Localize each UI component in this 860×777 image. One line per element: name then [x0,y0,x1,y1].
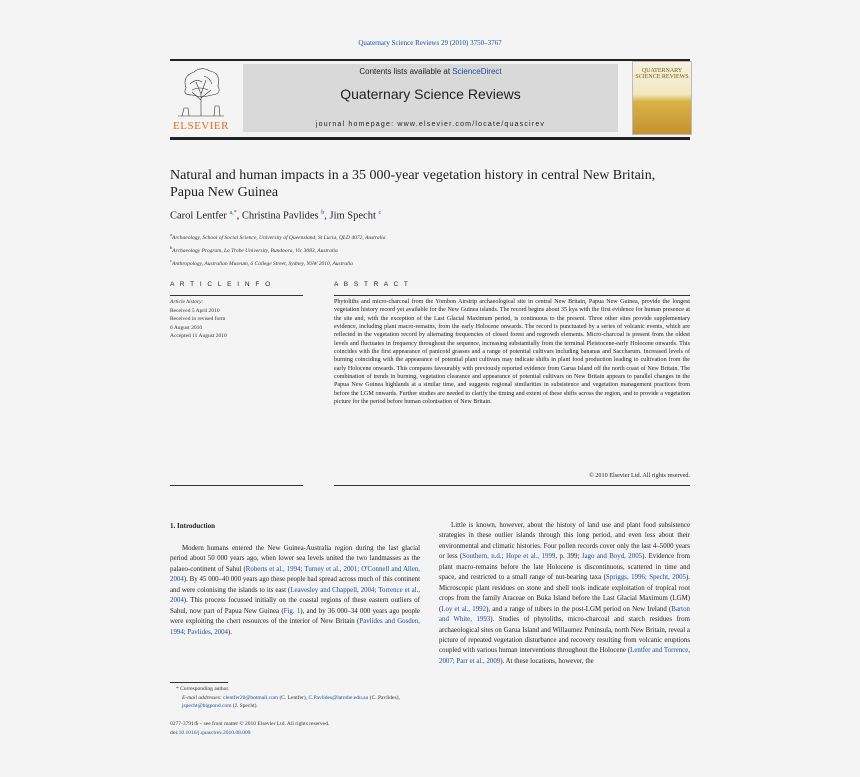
journal-homepage[interactable]: journal homepage: www.elsevier.com/locate/quascirev [315,121,546,128]
email-link[interactable]: clentfer20@hotmail.com [223,694,279,701]
journal-title: Quaternary Science Reviews [340,86,521,102]
reference-link[interactable]: Spriggs, 1996; Specht, 2005 [605,574,686,582]
email-link[interactable]: C.Pavlides@latrobe.edu.au [308,694,369,701]
footnote-rule [170,682,228,683]
front-matter-line: 0277-3791/$ – see front matter © 2010 Elsevier Ltd. All rights reserved. [170,721,330,727]
header-rule-bottom [170,137,690,140]
journal-citation[interactable]: Quaternary Science Reviews 29 (2010) 3750–3767 [358,39,502,47]
author-name[interactable]: Carol Lentfer [170,210,227,222]
history-line: Received in revised form [170,316,226,322]
abstract-text: Phytoliths and micro-charcoal from the Yombon Airstrip archaeological site in central New Britain, Papua New Guinea, provide the longest vegetation history record yet available for the New Guinea islands. The record begins about 35 kya with the first evidence for human presence at the site and, with the exception of the Last Glacial Maximum period, is continuous to the present. Three other sites provide supplementary evidence, including plant macro-remains, from the early Holocene onwards. The record is punctuated by a series of volcanic events, which are reflected in the vegetation record by alternating frequencies of closed forest and regrowth elements. Micro-charcoal is present from the oldest levels and fluctuates in frequency throughout the sequence, increasing substantially from the terminal Pleistocene-early Holocene onwards. This coincides with the first appearance of panicoid grasses and a range of potential cultivars including bananas and Saccharum. Increased levels of burning coinciding with the appearance of potential plant cultivars may indicate shifts in plant food production leading to cultivation from the early Holocene onwards. This compares favourably with previously reported evidence from Garua Island off the north coast of New Britain. The combination of trends in burning, vegetation clearance and appearance of potential cultivars on New Britain appears to parallel changes in the Papua New Guinea highlands at a similar time, and suggests regional similarities in subsistence and vegetation management practices from before the LGM onwards. Further studies are needed to clarify the timing and extent of these shifts across the region, and to provide a vegetation picture for the period before human colonisation of New Britain. [334,299,690,406]
abstract-heading: A B S T R A C T [334,281,410,288]
affiliation-line: $^a$Archaeology, School of Social Science, University of Queensland, St Lucia, QLD 4072, Australia [170,232,386,241]
reference-link[interactable]: Pavlides and Gosden, 1994; Pavlides, 2004 [170,618,420,636]
affiliation-line: $^b$Archaeology Program, La Trobe University, Bundoora, Vic 3083, Australia [170,244,338,254]
figure-link[interactable]: Fig. 1 [283,607,301,615]
publisher-wordmark: ELSEVIER [173,120,229,132]
reference-link[interactable]: Barton and White, 1993 [439,605,690,624]
journal-banner [243,64,618,132]
reference-link[interactable]: Jago and Boyd, 2005 [581,553,643,561]
author-name[interactable]: Christina Pavlides [241,210,319,222]
reference-link[interactable]: Leavesley and Chappell, 2004; Torrence et al., 2004 [170,586,420,605]
reference-link[interactable]: Southern, n.d.; Hope et al., 1999 [462,553,556,561]
header-rule-top [170,59,690,61]
doi-line: doi:10.1016/j.quascirev.2010.08.009 [170,730,251,736]
author-affiliation-marker[interactable]: a,* [229,210,237,216]
history-line: 6 August 2010 [170,324,203,331]
history-label: Article history: [170,299,204,305]
email-link[interactable]: jspecht@bigpond.com [182,703,232,709]
introduction-heading: 1. Introduction [170,522,215,530]
doi-link[interactable]: 10.1016/j.quascirev.2010.08.009 [178,730,251,736]
article-history [170,298,303,341]
divider [170,295,303,296]
reference-link[interactable]: Lentfer and Torrence, 2007; Parr et al., 2009 [439,647,690,665]
author-affiliation-marker[interactable]: b [321,210,325,216]
history-line: Accepted 11 August 2010 [170,333,227,339]
contents-prefix: Contents lists available at [359,67,453,76]
author-list: Carol Lentfer $^{a,*}$, Christina Pavlides $^b$, Jim Specht $^c$ [170,210,382,222]
reference-link[interactable]: Roberts et al., 1994; Turney et al., 2001; O'Connell and Allen, 2004 [170,565,420,584]
elsevier-tree-icon [172,64,230,118]
body-column-right: Little is known, however, about the history of land use and plant food subsistence strategies in these outlier islands through this long period, and even less about their environmental and climatic histories. Four pollen records cover only the last 4–5000 years or less (Southern, n.d.; Hope et al., 1999, p. 399; Jago and Boyd, 2005). Evidence from plant macro-remains before the late Holocene is discontinuous, scattered in time and space, and restricted to a small range of nut-bearing taxa (Spriggs, 1996; Specht, 2005). Microscopic plant residues on stone and shell tools indicate exploitation of tropical root crops from the family Araceae on Buka Island before the Last Glacial Maximum (LGM) (Loy et al., 1992), and a range of tubers in the post-LGM period on New Ireland (Barton and White, 1993). Studies of phytoliths, micro-charcoal and starch residues from archaeological sites on Garua Island and Willaumez Peninsula, north New Britain, reveal a picture of repeated vegetation disturbance and recovery resulting from volcanic eruptions coupled with various human interventions throughout the Holocene (Lentfer and Torrence, 2007; Parr et al., 2009). At these locations, however, the [439,522,691,665]
article-info-heading: A R T I C L E I N F O [170,281,273,288]
author-affiliation-marker[interactable]: c [378,210,382,216]
corresponding-label: * Corresponding author. [176,686,230,692]
cover-title: QUATERNARY SCIENCE REVIEWS [635,68,689,80]
author-name[interactable]: Jim Specht [329,210,376,222]
copyright-notice: © 2010 Elsevier Ltd. All rights reserved. [589,472,690,479]
issn-block [170,720,470,738]
contents-line [243,67,618,76]
elsevier-logo[interactable] [170,64,232,134]
journal-cover-thumbnail[interactable] [632,61,692,135]
divider [334,485,690,486]
email-addresses: E-mail addresses: clentfer20@hotmail.com (C. Lentfer), C.Pavlides@latrobe.edu.au (C. Pavlides), jspecht@bigpond.com (J. Specht). [182,694,400,709]
corresponding-author-footnote [170,685,420,711]
article-title: Natural and human impacts in a 35 000-year vegetation history in central New Britain, Papua New Guinea [170,168,656,200]
sciencedirect-link[interactable]: ScienceDirect [452,67,502,76]
divider [170,485,303,486]
body-column-left: Modern humans entered the New Guinea-Australia region during the last glacial period about 50 000 years ago, when lower sea levels united the two landmasses as the palaeo-continent of Sahul (Roberts et al., 1994; Turney et al., 2001; O'Connell and Allen, 2004). By 45 000–40 000 years ago these people had spread across much of this continent and were colonising the islands to its east (Leavesley and Chappell, 2004; Torrence et al., 2004). This process focussed initially on the coastal regions of these eastern outliers of Sahul, now part of Papua New Guinea (Fig. 1), and by 36 000–34 000 years ago people were exploiting the chert resources of the interior of New Britain (Pavlides and Gosden, 1994; Pavlides, 2004). [170,545,420,636]
divider [334,295,690,296]
reference-link[interactable]: Loy et al., 1992 [441,605,487,613]
history-line: Received 5 April 2010 [170,307,220,314]
affiliations [170,230,690,268]
affiliation-line: $^c$Anthropology, Australian Museum, 6 College Street, Sydney, NSW 2010, Australia [170,257,353,267]
